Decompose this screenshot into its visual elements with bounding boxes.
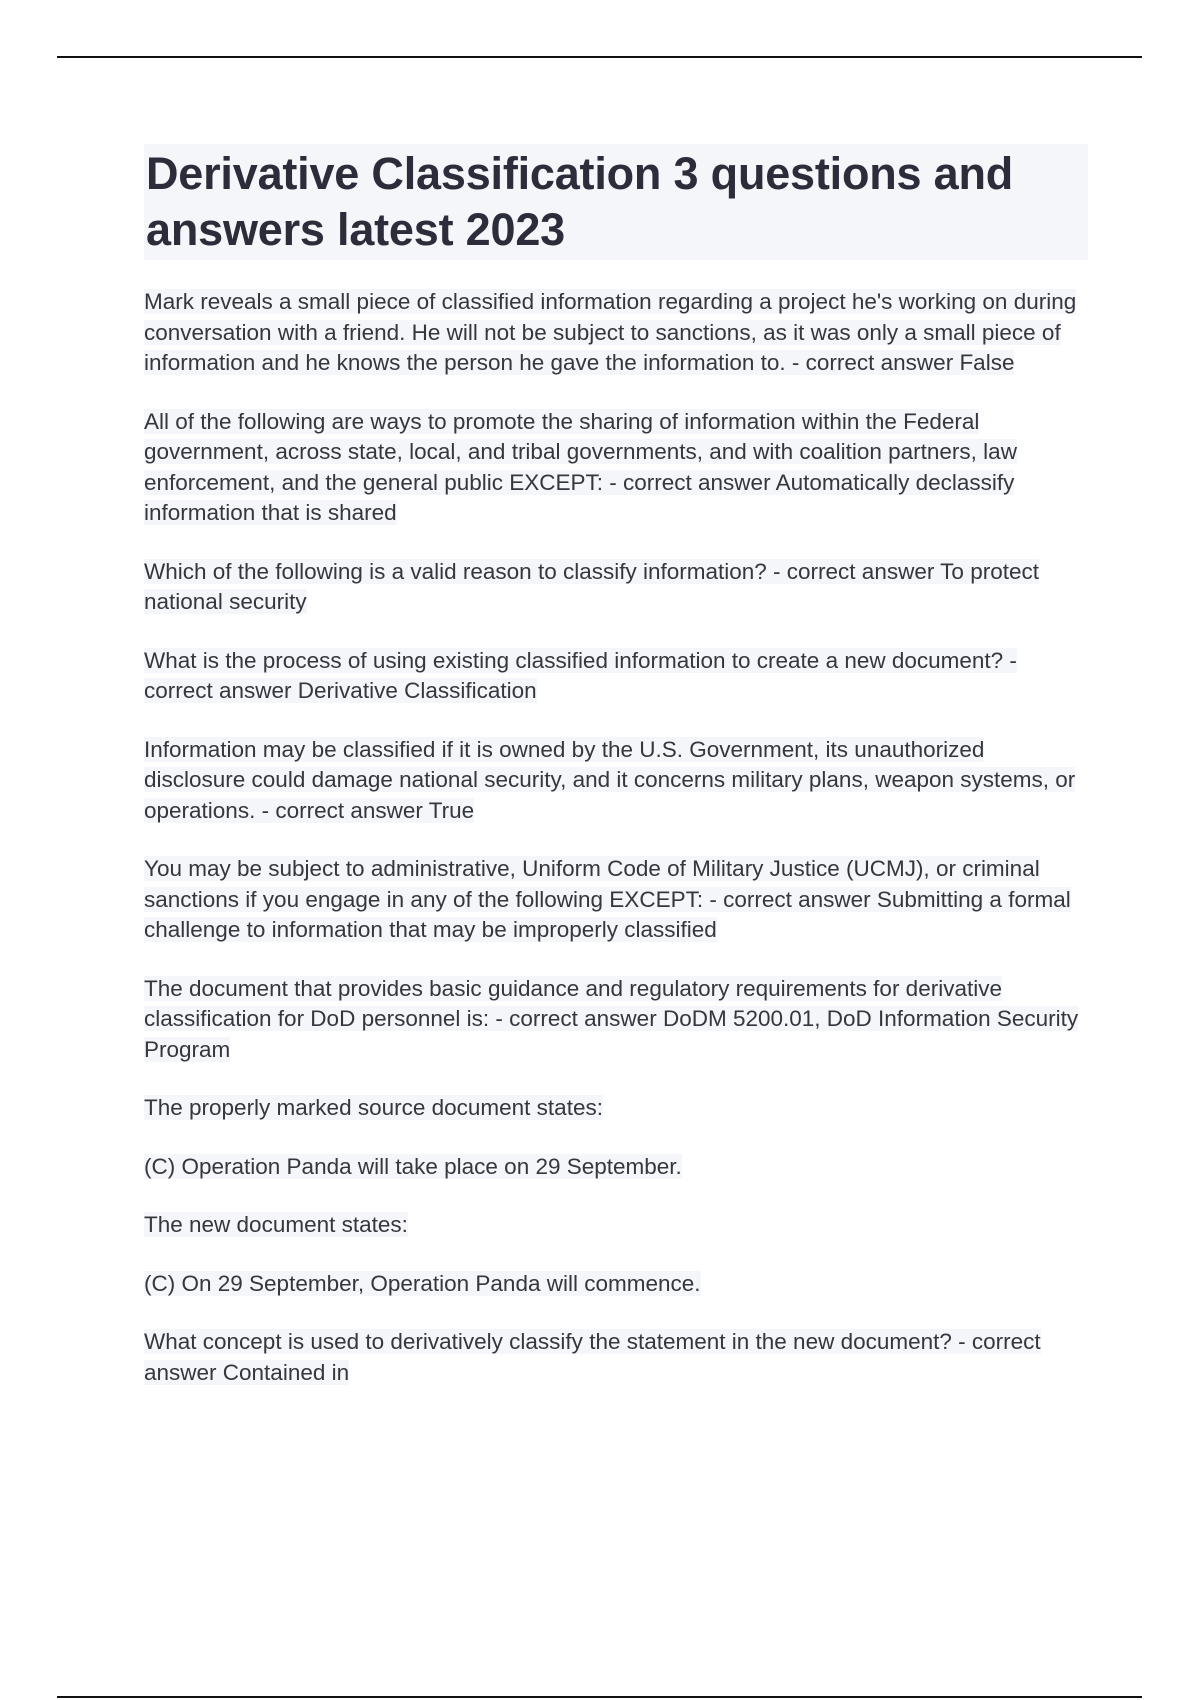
qa-item (144, 408, 1088, 530)
qa-item (144, 1328, 1088, 1389)
paragraph-text: (C) On 29 September, Operation Panda will commence. (144, 1270, 701, 1296)
qa-item (144, 736, 1088, 828)
document-body (144, 144, 1088, 1417)
qa-item (144, 1094, 1088, 1125)
paragraph-text: Information may be classified if it is owned by the U.S. Government, its unauthorized disclosure could damage national security, and it concerns military plans, weapon systems, or operations. - correct answer True (144, 736, 1076, 823)
top-rule (57, 56, 1142, 58)
qa-item (144, 975, 1088, 1067)
paragraph-text: All of the following are ways to promote the sharing of information within the Federal government, across state, local, and tribal governments, and with coalition partners, law enforcement, and the general public EXCEPT: - correct answer Automatically declassify information that is shared (144, 408, 1017, 525)
paragraph-text: Which of the following is a valid reason to classify information? - correct answer To protect national security (144, 558, 1039, 614)
qa-item (144, 647, 1088, 708)
paragraph-text: The new document states: (144, 1212, 408, 1237)
qa-item (144, 855, 1088, 947)
paragraph-text: What is the process of using existing classified information to create a new document? - correct answer Derivative Classification (144, 647, 1017, 703)
paragraph-text: Mark reveals a small piece of classified information regarding a project he's working on during conversation with a friend. He will not be subject to sanctions, as it was only a small piece of information and he knows the person he gave the information to. - correct answer False (144, 289, 1077, 375)
qa-item (144, 1153, 1088, 1184)
qa-list (144, 288, 1088, 1389)
qa-item (144, 1211, 1088, 1242)
paragraph-text: The document that provides basic guidance and regulatory requirements for derivative classification for DoD personnel is: - correct answer DoDM 5200.01, DoD Information Security Program (144, 975, 1079, 1062)
paragraph-text: The properly marked source document states: (144, 1095, 603, 1120)
qa-item (144, 1270, 1088, 1301)
bottom-rule (57, 1696, 1142, 1698)
document-title: Derivative Classification 3 questions and answers latest 2023 (144, 144, 1088, 260)
paragraph-text: You may be subject to administrative, Uniform Code of Military Justice (UCMJ), or criminal sanctions if you engage in any of the following EXCEPT: - correct answer Submitting a formal challenge to information that may be improperly classified (144, 856, 1071, 942)
paragraph-text: (C) Operation Panda will take place on 29 September. (144, 1153, 682, 1179)
qa-item (144, 558, 1088, 619)
paragraph-text: What concept is used to derivatively classify the statement in the new document? - correct answer Contained in (144, 1329, 1041, 1385)
qa-item (144, 288, 1088, 380)
